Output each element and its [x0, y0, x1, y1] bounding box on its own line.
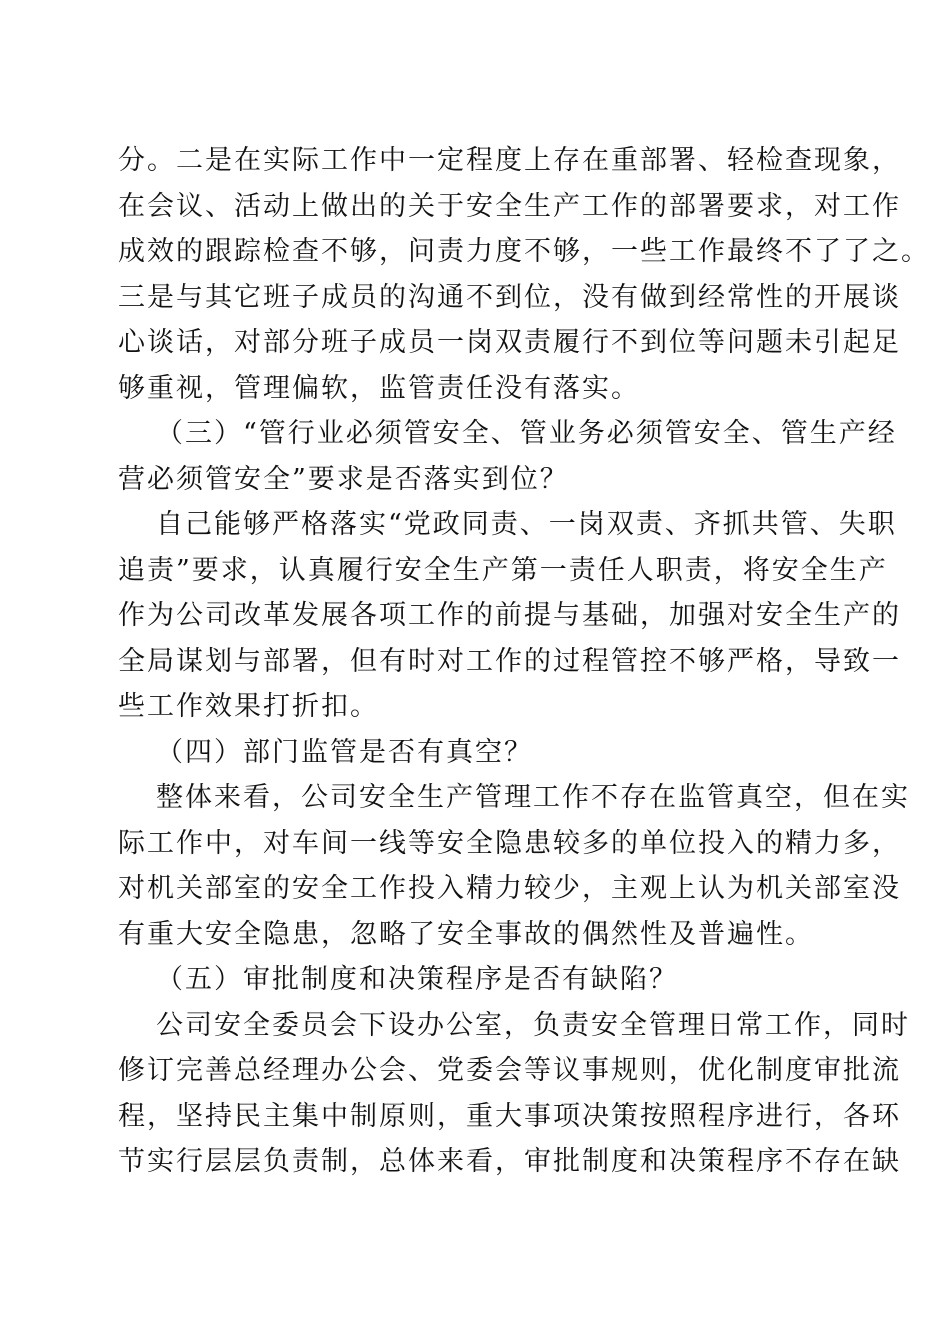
text-line: 际工作中，对车间一线等安全隐患较多的单位投入的精力多， — [118, 827, 901, 859]
text-line: 全局谋划与部署，但有时对工作的过程管控不够严格，导致一 — [118, 645, 901, 677]
text-line: 有重大安全隐患，忽略了安全事故的偶然性及普遍性。 — [118, 918, 814, 950]
text-line: 分。二是在实际工作中一定程度上存在重部署、轻检查现象， — [118, 145, 901, 176]
text-line: 修订完善总经理办公会、党委会等议事规则，优化制度审批流 — [118, 1055, 901, 1086]
paragraph-start: 公司安全委员会下设办公室，负责安全管理日常工作，同时 — [156, 1009, 910, 1041]
text-line: 心谈话，对部分班子成员一岗双责履行不到位等问题未引起足 — [118, 327, 901, 358]
text-line: 追责”要求，认真履行安全生产第一责任人职责，将安全生产 — [118, 554, 888, 586]
text-line: 够重视，管理偏软，监管责任没有落实。 — [118, 372, 640, 404]
section-heading-5: （五）审批制度和决策程序是否有缺陷？ — [156, 964, 678, 995]
text-line: 成效的跟踪检查不够，问责力度不够，一些工作最终不了了之。 — [118, 236, 930, 267]
text-line: 在会议、活动上做出的关于安全生产工作的部署要求，对工作 — [118, 190, 901, 222]
text-line: 节实行层层负责制，总体来看，审批制度和决策程序不存在缺 — [118, 1146, 901, 1177]
text-line: 作为公司改革发展各项工作的前提与基础，加强对安全生产的 — [118, 600, 901, 631]
section-heading-3-cont: 营必须管安全”要求是否落实到位？ — [118, 463, 569, 495]
text-line: 三是与其它班子成员的沟通不到位，没有做到经常性的开展谈 — [118, 281, 901, 313]
document-body — [118, 138, 930, 1185]
section-heading-3: （三）“管行业必须管安全、管业务必须管安全、管生产经 — [156, 418, 897, 449]
text-line: 程，坚持民主集中制原则，重大事项决策按照程序进行，各环 — [118, 1100, 901, 1132]
paragraph-start: 整体来看，公司安全生产管理工作不存在监管真空，但在实 — [156, 782, 910, 813]
text-line: 对机关部室的安全工作投入精力较少，主观上认为机关部室没 — [118, 873, 901, 904]
section-heading-4: （四）部门监管是否有真空？ — [156, 736, 533, 768]
paragraph-start: 自己能够严格落实“党政同责、一岗双责、齐抓共管、失职 — [156, 509, 897, 540]
text-line: 些工作效果打折扣。 — [118, 691, 379, 722]
